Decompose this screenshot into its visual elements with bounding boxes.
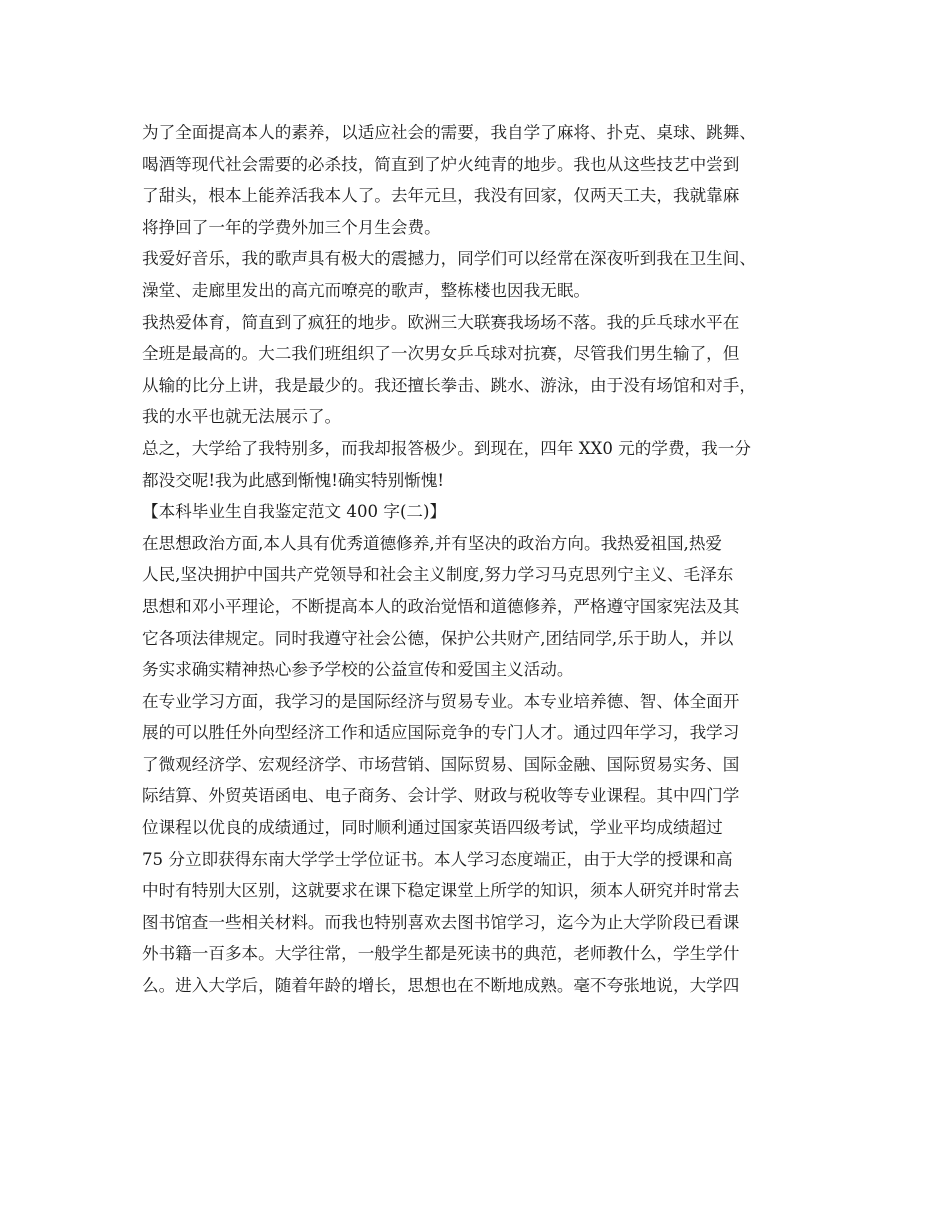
text-line: 展的可以胜任外向型经济工作和适应国际竞争的专门人才。通过四年学习，我学习 <box>142 723 740 743</box>
text-line: 我的水平也就无法展示了。 <box>142 407 342 427</box>
text-line: 我热爱体育，简直到了疯狂的地步。欧洲三大联赛我场场不落。我的乒乓球水平在 <box>142 312 740 332</box>
text-line: 将挣回了一年的学费外加三个月生会费。 <box>142 217 441 237</box>
text-line: 务实求确实精神热心参予学校的公益宣传和爱国主义活动。 <box>142 660 574 680</box>
text-line: 我爱好音乐，我的歌声具有极大的震撼力，同学们可以经常在深夜听到我在卫生间、 <box>142 249 756 269</box>
text-line: 它各项法律规定。同时我遵守社会公德，保护公共财产,团结同学,乐于助人，并以 <box>142 628 734 648</box>
text-line: 从输的比分上讲，我是最少的。我还擅长拳击、跳水、游泳，由于没有场馆和对手， <box>142 375 756 395</box>
text-line: 都没交呢!我为此感到惭愧!确实特别惭愧! <box>142 470 445 490</box>
text-line: 么。进入大学后，随着年龄的增长，思想也在不断地成熟。毫不夸张地说，大学四 <box>142 976 740 996</box>
text-line: 际结算、外贸英语函电、电子商务、会计学、财政与税收等专业课程。其中四门学 <box>142 786 740 806</box>
text-line: 75 分立即获得东南大学学士学位证书。本人学习态度端正，由于大学的授课和高 <box>142 849 733 869</box>
text-line: 了甜头，根本上能养活我本人了。去年元旦，我没有回家，仅两天工夫，我就靠麻 <box>142 186 740 206</box>
text-line: 在思想政治方面,本人具有优秀道德修养,并有坚决的政治方向。我热爱祖国,热爱 <box>142 533 723 553</box>
document-body <box>142 117 822 1002</box>
text-line: 全班是最高的。大二我们班组织了一次男女乒乓球对抗赛，尽管我们男生输了，但 <box>142 344 740 364</box>
text-line: 图书馆查一些相关材料。而我也特别喜欢去图书馆学习，迄今为止大学阶段已看课 <box>142 912 740 932</box>
text-line: 了微观经济学、宏观经济学、市场营销、国际贸易、国际金融、国际贸易实务、国 <box>142 754 740 774</box>
text-line: 澡堂、走廊里发出的高亢而嘹亮的歌声，整栋楼也因我无眠。 <box>142 280 591 300</box>
section-heading: 【本科毕业生自我鉴定范文 400 字(二)】 <box>142 502 447 522</box>
text-line: 人民,坚决拥护中国共产党领导和社会主义制度,努力学习马克思列宁主义、毛泽东 <box>142 565 734 585</box>
text-line: 思想和邓小平理论，不断提高本人的政治觉悟和道德修养，严格遵守国家宪法及其 <box>142 596 740 616</box>
text-line: 外书籍一百多本。大学往常，一般学生都是死读书的典范，老师教什么，学生学什 <box>142 944 740 964</box>
text-line: 位课程以优良的成绩通过，同时顺利通过国家英语四级考试，学业平均成绩超过 <box>142 818 723 838</box>
text-line: 喝酒等现代社会需要的必杀技，简直到了炉火纯青的地步。我也从这些技艺中尝到 <box>142 154 740 174</box>
text-line: 中时有特别大区别，这就要求在课下稳定课堂上所学的知识，须本人研究并时常去 <box>142 881 740 901</box>
text-line: 总之，大学给了我特别多，而我却报答极少。到现在，四年 XX0 元的学费，我一分 <box>142 438 751 458</box>
text-line: 为了全面提高本人的素养，以适应社会的需要，我自学了麻将、扑克、桌球、跳舞、 <box>142 123 756 142</box>
text-line: 在专业学习方面，我学习的是国际经济与贸易专业。本专业培养德、智、体全面开 <box>142 691 740 711</box>
